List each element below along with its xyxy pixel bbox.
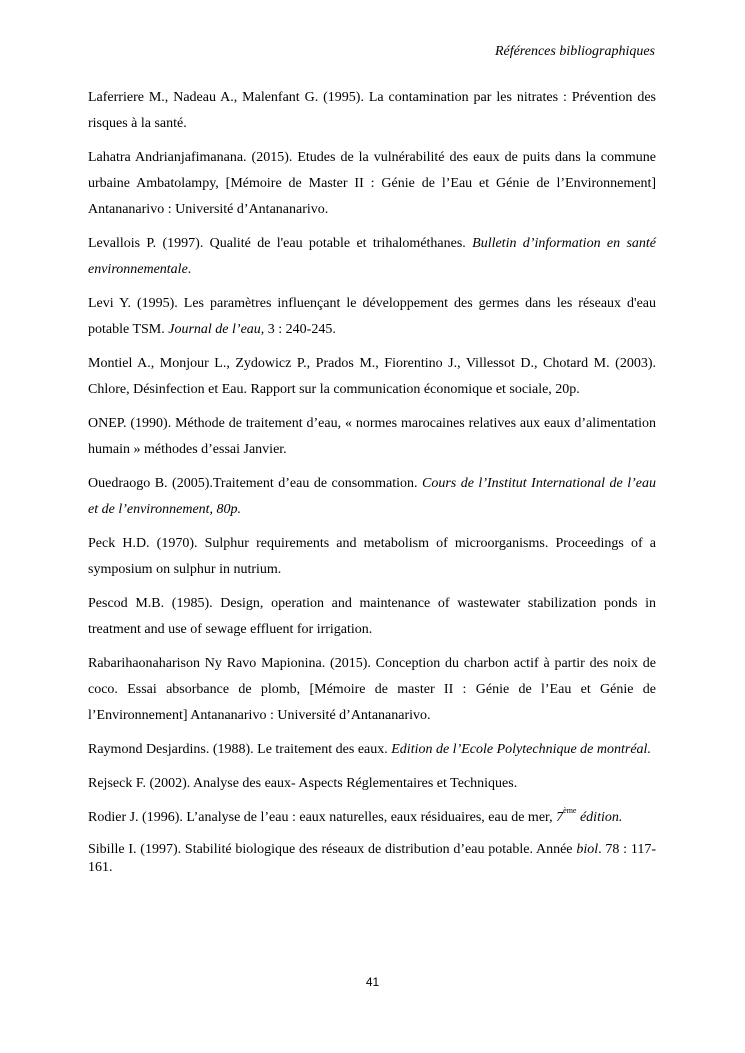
reference-item-sibille: Sibille I. (1997). Stabilité biologique des réseaux de distribution d’eau potable. Année biol. 78 : 117-161. (88, 842, 656, 875)
reference-item: Raymond Desjardins. (1988). Le traitement des eaux. Edition de l’Ecole Polytechnique de montréal. (88, 742, 651, 757)
reference-item: Pescod M.B. (1985). Design, operation and maintenance of wastewater stabilization ponds in treatment and use of sewage effluent for irrigation. (88, 596, 656, 637)
reference-item: Laferriere M., Nadeau A., Malenfant G. (1995). La contamination par les nitrates : Prévention des risques à la santé. (88, 90, 656, 131)
reference-item: Montiel A., Monjour L., Zydowicz P., Prados M., Fiorentino J., Villessot D., Chotard M. (2003). Chlore, Désinfection et Eau. Rapport sur la communication économique et sociale, 20p. (88, 356, 656, 397)
reference-item: Ouedraogo B. (2005).Traitement d’eau de consommation. Cours de l’Institut International de l’eau et de l’environnement, 80p. (88, 476, 657, 517)
page-number: 41 (365, 975, 380, 989)
reference-item: ONEP. (1990). Méthode de traitement d’eau, « normes marocaines relatives aux eaux d’alimentation humain » méthodes d’essai Janvier. (88, 416, 656, 457)
reference-item: Peck H.D. (1970). Sulphur requirements and metabolism of microorganisms. Proceedings of a symposium on sulphur in nutrium. (88, 536, 656, 577)
reference-item: Rejseck F. (2002). Analyse des eaux- Aspects Réglementaires et Techniques. (88, 776, 518, 791)
reference-item: Lahatra Andrianjafimanana. (2015). Etudes de la vulnérabilité des eaux de puits dans la commune urbaine Ambatolampy, [Mémoire de Master II : Génie de l’Eau et Génie de l’Environnement] Antananarivo : Université d’Antananarivo. (88, 150, 656, 217)
reference-item: Rabarihaonaharison Ny Ravo Mapionina. (2015). Conception du charbon actif à partir des noix de coco. Essai absorbance de plomb, [Mémoire de master II : Génie de l’Eau et Génie de l’Environnement] Antananarivo : Université d’Antananarivo. (88, 656, 656, 723)
reference-item: Levi Y. (1995). Les paramètres influençant le développement des germes dans les réseaux d'eau potable TSM. Journal de l’eau, 3 : 240-245. (88, 296, 656, 337)
reference-list (88, 85, 656, 885)
running-header: Références bibliographiques (494, 44, 655, 59)
reference-item-rodier: Rodier J. (1996). L’analyse de l’eau : eaux naturelles, eaux résiduaires, eau de mer, 7ème édition. (88, 806, 623, 825)
reference-item: Levallois P. (1997). Qualité de l'eau potable et trihalométhanes. Bulletin d’information en santé environnementale. (88, 236, 657, 277)
